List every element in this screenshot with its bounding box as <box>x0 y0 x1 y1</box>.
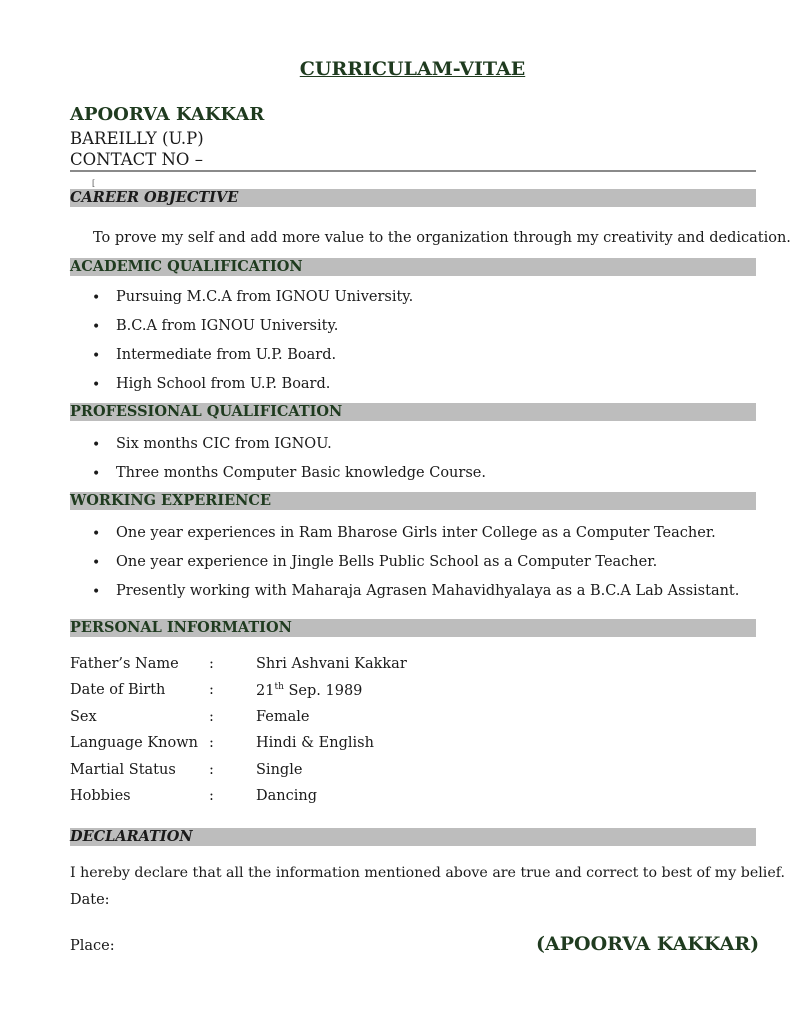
field-value: Shri Ashvani Kakkar <box>256 656 407 672</box>
list-item: High School from U.P. Board. <box>116 376 331 392</box>
section-bar-personal <box>70 619 756 637</box>
field-separator: : <box>209 762 214 778</box>
section-heading-declaration: DECLARATION <box>70 828 193 845</box>
field-separator: : <box>209 709 214 725</box>
bullet-icon: • <box>92 377 101 393</box>
field-separator: : <box>209 788 214 804</box>
section-heading-professional: PROFESSIONAL QUALIFICATION <box>70 403 343 420</box>
section-heading-experience: WORKING EXPERIENCE <box>70 492 272 509</box>
candidate-name: APOORVA KAKKAR <box>70 104 265 125</box>
section-bar-declaration <box>70 828 756 846</box>
field-label: Language Known <box>70 735 199 751</box>
list-item: B.C.A from IGNOU University. <box>116 318 339 334</box>
list-item: One year experience in Jingle Bells Public School as a Computer Teacher. <box>116 554 658 570</box>
dob-rest: Sep. 1989 <box>283 682 363 699</box>
list-item: One year experiences in Ram Bharose Girls inter College as a Computer Teacher. <box>116 525 716 541</box>
field-label: Date of Birth <box>70 682 166 698</box>
document-title: CURRICULAM-VITAE <box>299 58 526 80</box>
section-bar-academic <box>70 258 756 276</box>
career-objective-text: To prove my self and add more value to the organization through my creativity and dedication. <box>93 230 791 246</box>
field-value-dob <box>256 682 362 699</box>
list-item: Pursuing M.C.A from IGNOU University. <box>116 289 414 305</box>
field-label: Martial Status <box>70 762 176 778</box>
field-value: Hindi & English <box>256 735 374 751</box>
bullet-icon: • <box>92 319 101 335</box>
candidate-address: BAREILLY (U.P) <box>70 129 204 148</box>
field-label: Sex <box>70 709 97 725</box>
bullet-icon: • <box>92 466 101 482</box>
bullet-icon: • <box>92 290 101 306</box>
section-heading-career: CAREER OBJECTIVE <box>70 189 239 206</box>
bullet-icon: • <box>92 348 101 364</box>
bullet-icon: • <box>92 584 101 600</box>
list-item: Presently working with Maharaja Agrasen Mahavidhyalaya as a B.C.A Lab Assistant. <box>116 583 740 599</box>
tick-mark: [ <box>92 179 96 188</box>
field-value: Dancing <box>256 788 317 804</box>
section-heading-personal: PERSONAL INFORMATION <box>70 619 292 636</box>
list-item: Six months CIC from IGNOU. <box>116 436 332 452</box>
place-label: Place: <box>70 938 115 954</box>
dob-day: 21 <box>256 682 275 699</box>
field-label: Hobbies <box>70 788 131 804</box>
field-label: Father’s Name <box>70 656 179 672</box>
dob-suffix: th <box>274 682 284 692</box>
field-value: Female <box>256 709 310 725</box>
section-heading-academic: ACADEMIC QUALIFICATION <box>70 258 303 275</box>
bullet-icon: • <box>92 526 101 542</box>
declaration-text: I hereby declare that all the information mentioned above are true and correct to best of my belief. <box>70 865 785 881</box>
list-item: Three months Computer Basic knowledge Course. <box>116 465 486 481</box>
section-bar-experience <box>70 492 756 510</box>
section-bar-career <box>70 189 756 207</box>
field-separator: : <box>209 656 214 672</box>
date-label: Date: <box>70 892 110 908</box>
list-item: Intermediate from U.P. Board. <box>116 347 337 363</box>
field-separator: : <box>209 682 214 698</box>
candidate-contact: CONTACT NO – <box>70 150 203 169</box>
bullet-icon: • <box>92 555 101 571</box>
bullet-icon: • <box>92 437 101 453</box>
field-value: Single <box>256 762 303 778</box>
signature-name: (APOORVA KAKKAR) <box>536 933 760 955</box>
header-divider <box>70 170 756 172</box>
field-separator: : <box>209 735 214 751</box>
section-bar-professional <box>70 403 756 421</box>
